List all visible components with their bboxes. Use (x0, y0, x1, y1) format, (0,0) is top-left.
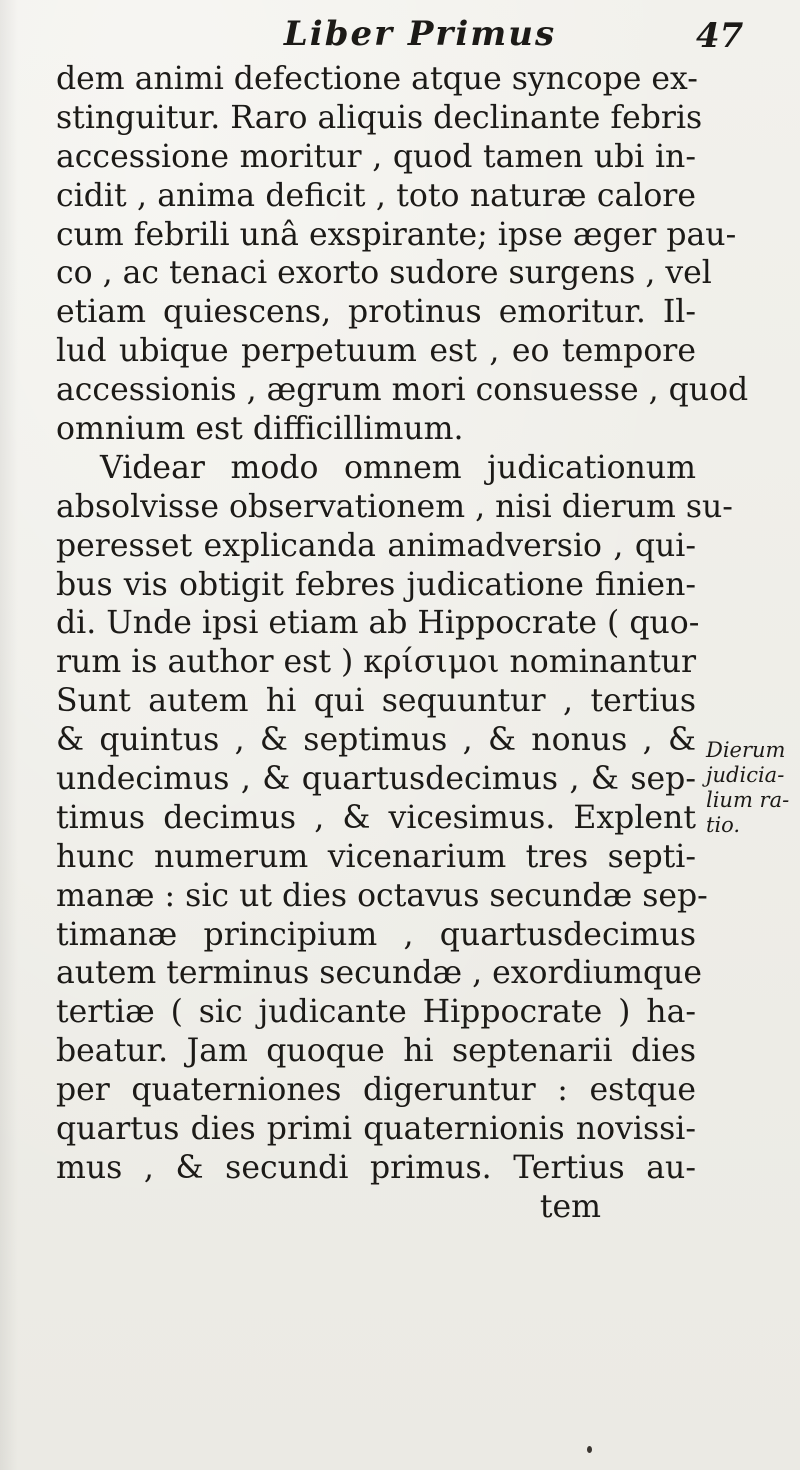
marginal-note-line: judicia- (706, 763, 785, 787)
running-head: Liber Primus (283, 14, 557, 54)
marginal-note-line: lium ra- (706, 788, 790, 812)
text-line: tertiæ ( sic judicante Hippocrate ) ha- (56, 994, 696, 1031)
marginal-note-line: tio. (706, 813, 741, 837)
text-line: timus decimus , & vicesimus. Explent (56, 799, 696, 836)
text-line: peresset explicanda animadversio , qui- (56, 527, 696, 564)
text-line: per quaterniones digeruntur : estque (56, 1072, 696, 1109)
text-line: timanæ principium , quartusdecimus (56, 916, 696, 953)
text-line: & quintus , & septimus , & nonus , & (56, 722, 696, 759)
catchword: tem (539, 1188, 601, 1225)
text-line: quartus dies primi quaternionis novissi- (56, 1111, 696, 1148)
marginal-note-line: Dierum (706, 738, 786, 762)
page-number: 47 (696, 16, 744, 56)
text-line: bus vis obtigit febres judicatione finien- (56, 566, 696, 603)
text-line: omnium est difficillimum. (56, 411, 464, 448)
text-line: autem terminus secundæ , exordiumque (56, 955, 703, 992)
text-line: accessione moritur , quod tamen ubi in- (56, 138, 696, 175)
text-line: lud ubique perpetuum est , eo tempore (56, 333, 696, 370)
text-line: mus , & secundi primus. Tertius au- (56, 1149, 696, 1186)
text-line: rum is author est ) κρίσιμοι nominantur (56, 644, 697, 681)
text-line: undecimus , & quartusdecimus , & sep- (56, 761, 696, 798)
text-line: etiam quiescens, protinus emoritur. Il- (56, 294, 696, 331)
text-line: Sunt autem hi qui sequuntur , tertius (56, 683, 696, 720)
text-line: stinguitur. Raro aliquis declinante febris (56, 99, 703, 136)
ink-speck (587, 1446, 592, 1453)
text-line: dem animi defectione atque syncope ex- (56, 61, 698, 97)
page-edge-shadow (0, 0, 18, 1470)
text-line: beatur. Jam quoque hi septenarii dies (56, 1033, 696, 1070)
text-line: co , ac tenaci exorto sudore surgens , vel (56, 255, 712, 292)
text-line: hunc numerum vicenarium tres septi- (56, 838, 696, 875)
text-line: di. Unde ipsi etiam ab Hippocrate ( quo- (56, 605, 700, 642)
text-line: cidit , anima deficit , toto naturæ calore (56, 177, 696, 214)
text-line: absolvisse observationem , nisi dierum su- (56, 488, 733, 525)
text-line: manæ : sic ut dies octavus secundæ sep- (56, 877, 708, 914)
text-line: cum febrili unâ exspirante; ipse æger pau- (56, 216, 737, 253)
marginal-note (706, 738, 798, 838)
text-line: accessionis , ægrum mori consuesse , quod (56, 372, 749, 409)
text-line: Videar modo omnem judicationum (100, 449, 696, 486)
